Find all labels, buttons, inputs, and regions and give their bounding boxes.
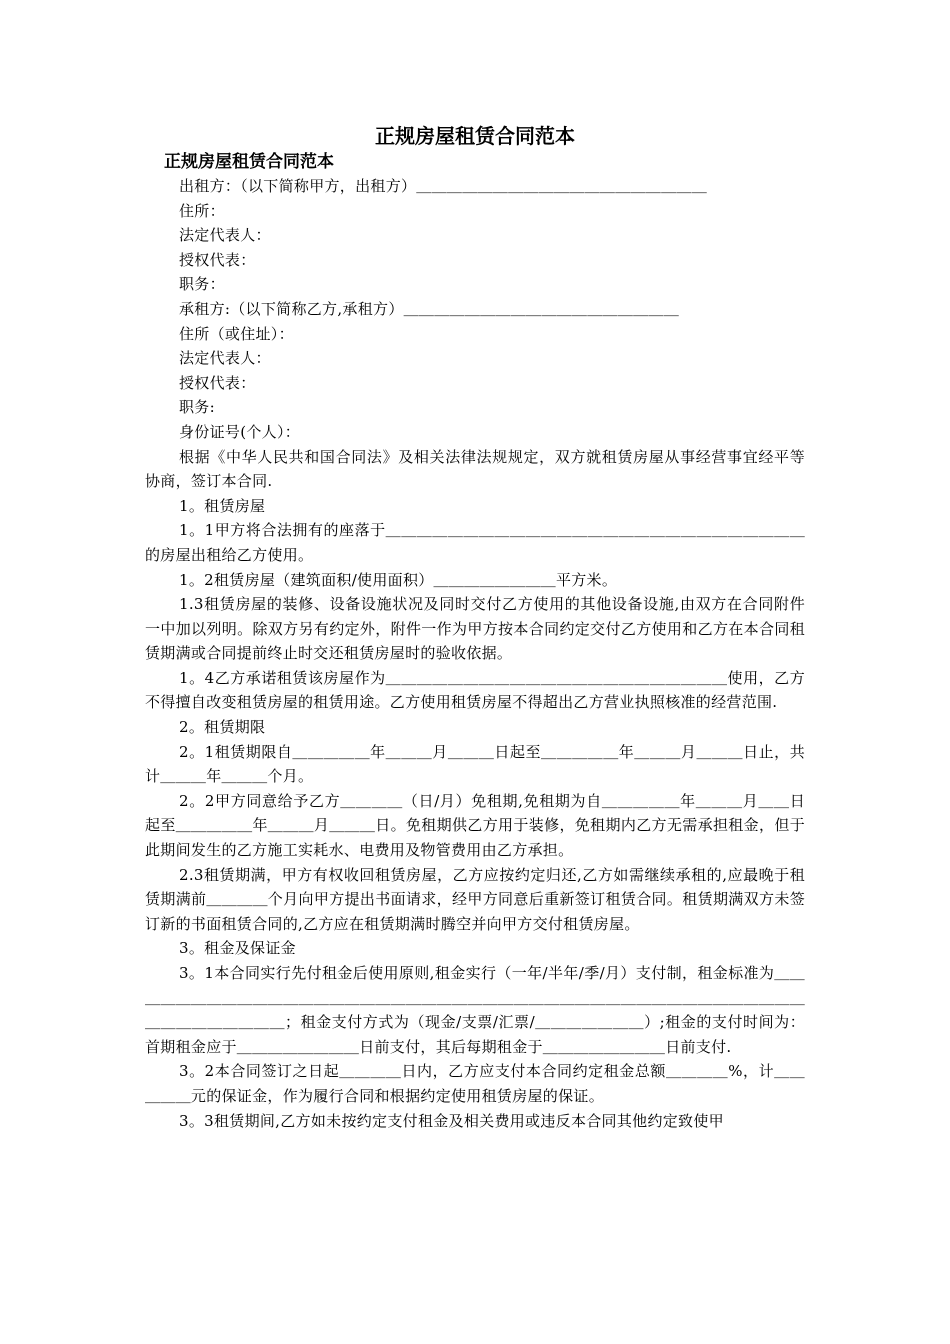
- clause-1-2: 1。2租赁房屋（建筑面积/使用面积）＿＿＿＿＿＿＿＿平方米。: [179, 570, 618, 589]
- section-2-heading: 2。租赁期限: [179, 718, 266, 737]
- lessee-legal-rep: 法定代表人：: [179, 349, 271, 368]
- document-body: [145, 174, 805, 1133]
- lessee-authorized-rep: 授权代表：: [179, 373, 256, 392]
- section-3-heading: 3。租金及保证金: [179, 939, 296, 958]
- lessee-position: 职务:: [179, 398, 215, 417]
- document-title: 正规房屋租赁合同范本: [375, 124, 575, 148]
- clause-2-3: 2.3租赁期满，甲方有权收回租赁房屋，乙方应按约定归还,乙方如需继续承租的,应最晚于租赁期满前＿＿＿＿个月向甲方提出书面请求，经甲方同意后重新签订租赁合同。租赁期满双方未签订新的书面租赁合同的,乙方应在租赁期满时腾空并向甲方交付租赁房屋。: [145, 865, 805, 933]
- section-1-heading: 1。租赁房屋: [179, 496, 266, 515]
- clause-3-1: 3。1本合同实行先付租金后使用原则,租金实行（一年/半年/季/月）支付制，租金标准为＿＿＿＿＿＿＿＿＿＿＿＿＿＿＿＿＿＿＿＿＿＿＿＿＿＿＿＿＿＿＿＿＿＿＿＿＿＿＿＿＿＿＿＿＿＿＿＿＿＿＿＿＿＿；租金支付方式为（现金/支票/汇票/＿＿＿＿＿＿＿）;租金的支付时间为：首期租金应于＿＿＿＿＿＿＿＿日前支付，其后每期租金于＿＿＿＿＿＿＿＿日前支付.: [145, 964, 805, 1056]
- clause-3-2: 3。2本合同签订之日起＿＿＿＿日内，乙方应支付本合同约定租金总额＿＿＿＿%，计＿＿＿＿＿元的保证金，作为履行合同和根据约定使用租赁房屋的保证。: [145, 1062, 805, 1105]
- lessor-authorized-rep: 授权代表：: [179, 250, 256, 269]
- preamble-paragraph: 根据《中华人民共和国合同法》及相关法律法规规定，双方就租赁房屋从事经营事宜经平等协商，签订本合同.: [145, 447, 805, 491]
- document-subtitle: 正规房屋租赁合同范本: [164, 152, 334, 172]
- clause-2-2: 2。2甲方同意给予乙方＿＿＿＿（日/月）免租期,免租期为自＿＿＿＿＿年＿＿＿月＿＿日起至＿＿＿＿＿年＿＿＿月＿＿＿日。免租期供乙方用于装修，免租期内乙方无需承担租金，但于此期间发生的乙方施工实耗水、电费用及物管费用由乙方承担。: [145, 791, 805, 860]
- lessee-id-number: 身份证号(个人）：: [179, 422, 301, 441]
- clause-1-1: 1。1甲方将合法拥有的座落于＿＿＿＿＿＿＿＿＿＿＿＿＿＿＿＿＿＿＿＿＿＿＿＿＿＿＿的房屋出租给乙方使用。: [145, 521, 805, 564]
- lessor-legal-rep: 法定代表人：: [179, 226, 271, 245]
- clause-2-1: 2。1租赁期限自＿＿＿＿＿年＿＿＿月＿＿＿日起至＿＿＿＿＿年＿＿＿月＿＿＿日止，共计＿＿＿年＿＿＿个月。: [145, 742, 805, 786]
- clause-1-3: 1.3租赁房屋的装修、设备设施状况及同时交付乙方使用的其他设备设施,由双方在合同附件一中加以列明。除双方另有约定外，附件一作为甲方按本合同约定交付乙方使用和乙方在本合同租赁期满或合同提前终止时交还租赁房屋时的验收依据。: [145, 595, 805, 663]
- lessor-address: 住所：: [179, 201, 225, 220]
- clause-1-4: 1。4乙方承诺租赁该房屋作为＿＿＿＿＿＿＿＿＿＿＿＿＿＿＿＿＿＿＿＿＿＿使用，乙方不得擅自改变租赁房屋的租赁用途。乙方使用租赁房屋不得超出乙方营业执照核准的经营范围.: [145, 668, 805, 712]
- clause-3-3: 3。3租赁期间,乙方如未按约定支付租金及相关费用或违反本合同其他约定致使甲: [179, 1111, 724, 1130]
- lessee-address: 住所（或住址）：: [179, 324, 294, 343]
- lessee-line: 承租方:（以下简称乙方,承租方）＿＿＿＿＿＿＿＿＿＿＿＿＿＿＿＿＿＿: [179, 299, 680, 318]
- lessor-line: 出租方：（以下简称甲方，出租方）＿＿＿＿＿＿＿＿＿＿＿＿＿＿＿＿＿＿＿: [179, 177, 708, 195]
- lessor-position: 职务：: [179, 275, 225, 294]
